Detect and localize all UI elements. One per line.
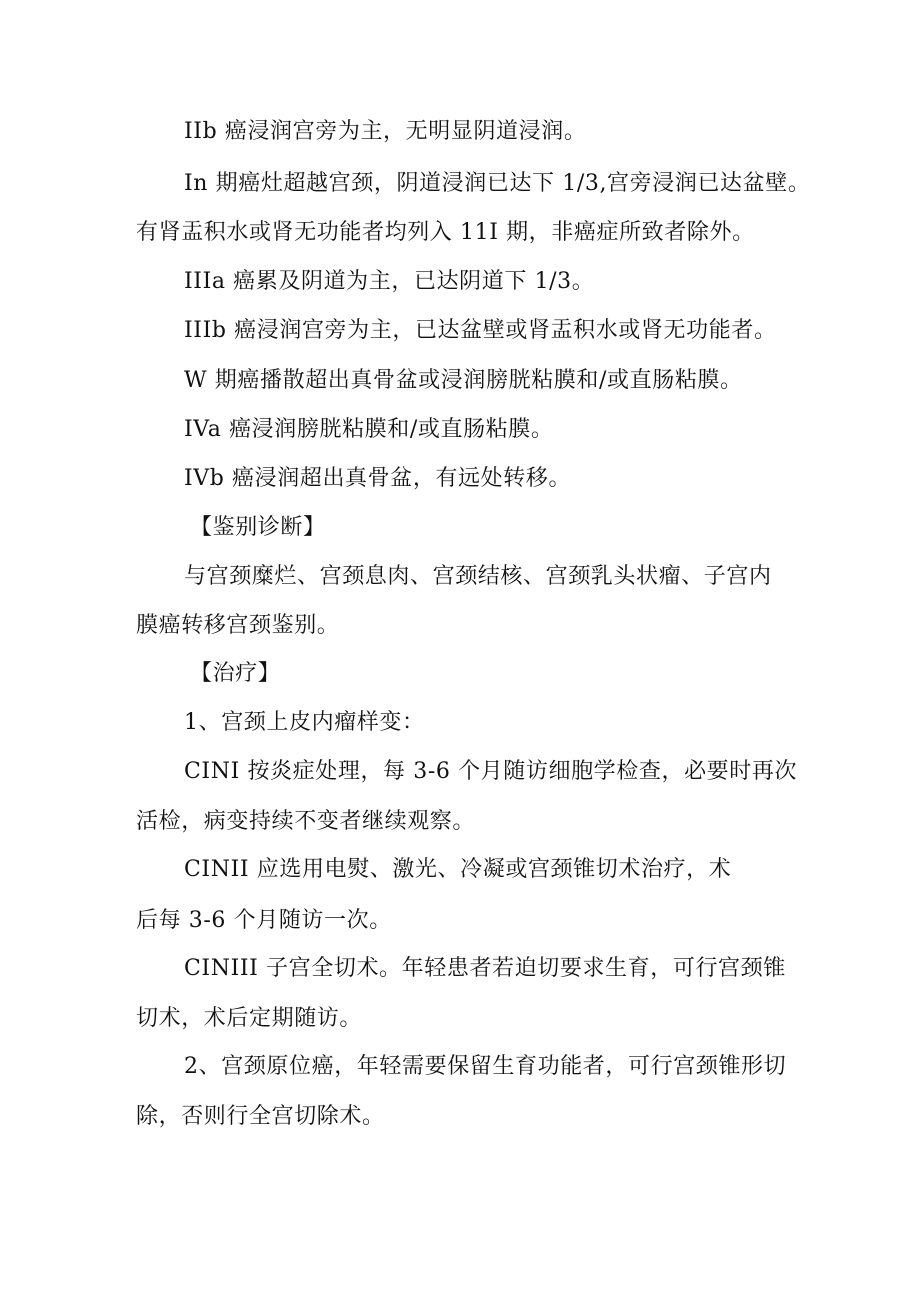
- stage-iiia-text: IIIa 癌累及阴道为主，已达阴道下 1/3。: [184, 269, 595, 294]
- treatment-item-1: 1、宫颈上皮内瘤样变：: [184, 710, 425, 735]
- differential-text-line1: 与宫颈糜烂、宫颈息肉、宫颈结核、宫颈乳头状瘤、子宫内: [184, 564, 772, 589]
- cin2-text-line1: CINII 应选用电熨、激光、冷凝或宫颈锥切术治疗，术: [184, 857, 732, 882]
- section-heading-treatment: 【治疗】: [190, 661, 281, 686]
- stage-iv-text: W 期癌播散超出真骨盆或浸润膀胱粘膜和/或直肠粘膜。: [184, 368, 743, 393]
- section-heading-differential-diagnosis: 【鉴别诊断】: [190, 515, 326, 540]
- cin1-text-line1: CINI 按炎症处理，每 3-6 个月随访细胞学检查，必要时再次: [184, 759, 798, 784]
- cin3-text-line1: CINIII 子宫全切术。年轻患者若迫切要求生育，可行宫颈锥: [184, 956, 786, 981]
- stage-iib-text: IIb 癌浸润宫旁为主，无明显阴道浸润。: [184, 119, 587, 144]
- stage-iiib-text: IIIb 癌浸润宫旁为主，已达盆壁或肾盂积水或肾无功能者。: [184, 318, 777, 343]
- treatment-item-2-line1: 2、宫颈原位癌，年轻需要保留生育功能者，可行宫颈锥形切: [184, 1054, 787, 1079]
- stage-iii-text-line2: 有肾盂积水或肾无功能者均列入 11I 期，非癌症所致者除外。: [136, 220, 755, 245]
- stage-iva-text: IVa 癌浸润膀胱粘膜和/或直肠粘膜。: [184, 417, 554, 442]
- stage-iii-text-line1: In 期癌灶超越宫颈，阴道浸润已达下 1/3,宫旁浸润已达盆壁。: [184, 171, 811, 196]
- cin3-text-line2: 切术，术后定期随访。: [136, 1006, 363, 1031]
- differential-text-line2: 膜癌转移宫颈鉴别。: [136, 613, 340, 638]
- treatment-item-2-line2: 除，否则行全宫切除术。: [136, 1104, 385, 1129]
- cin1-text-line2: 活检，病变持续不变者继续观察。: [136, 809, 476, 834]
- stage-ivb-text: IVb 癌浸润超出真骨盆，有远处转移。: [184, 466, 572, 491]
- cin2-text-line2: 后每 3-6 个月随访一次。: [136, 908, 392, 933]
